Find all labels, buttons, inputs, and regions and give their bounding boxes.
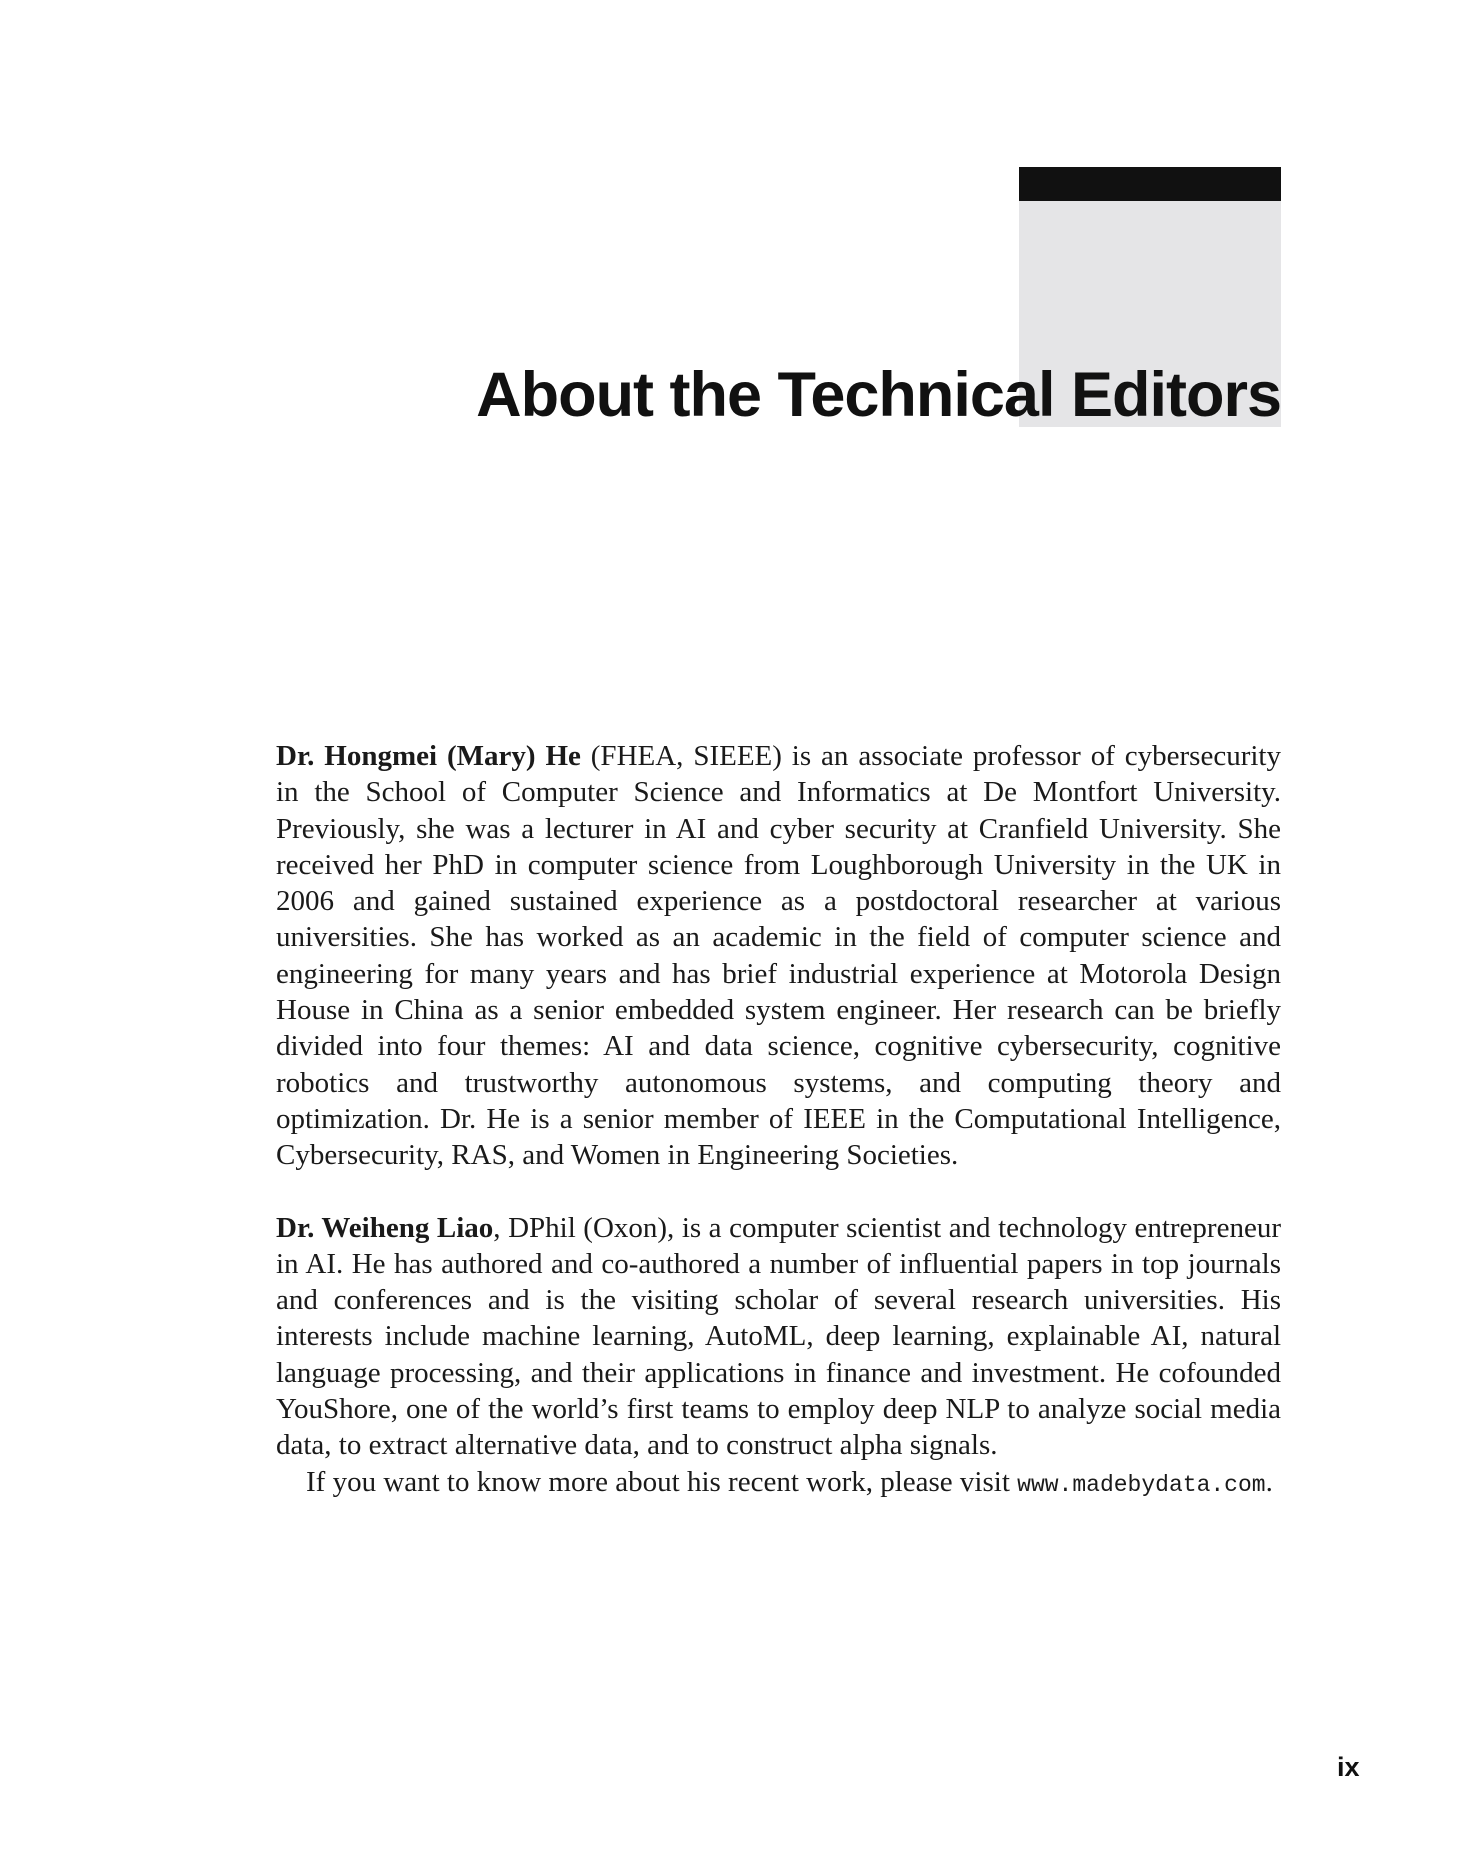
more-info-text: If you want to know more about his recent work, please visit — [306, 1465, 1018, 1498]
website-link[interactable]: www.madebydata.com — [1017, 1471, 1266, 1498]
editor-bios — [276, 738, 1281, 1503]
chapter-tab-bar — [1019, 167, 1281, 201]
editor-name: Dr. Weiheng Liao — [276, 1211, 494, 1244]
editor-bio-liao — [276, 1210, 1281, 1464]
more-info-end: . — [1265, 1465, 1273, 1498]
editor-bio-text: (FHEA, SIEEE) is an associate professor of cybersecurity in the School of Computer Science and Informatics at De Montfort University. Previously, she was a lecturer in AI and cyber security at Cranfield University. She received her PhD in computer science from Loughborough University in the UK in 2006 and gained sustained experience as a postdoctoral researcher at various universities. She has worked as an academic in the field of computer science and engineering for many years and has brief industrial experience at Motorola Design House in China as a senior embedded system engineer. Her research can be briefly divided into four themes: AI and data science, cognitive cybersecurity, cognitive robotics and trustworthy autonomous systems, and computing theory and optimization. Dr. He is a senior member of IEEE in the Computational Intelligence, Cybersecurity, RAS, and Women in Engineering Societies. — [276, 740, 1281, 1172]
editor-more-info — [276, 1464, 1281, 1503]
editor-bio-he — [276, 738, 1281, 1174]
chapter-title: About the Technical Editors — [476, 360, 1281, 430]
editor-name: Dr. Hongmei (Mary) He — [276, 740, 581, 772]
editor-bio-text: , DPhil (Oxon), is a computer scientist and technology entrepreneur in AI. He has authored and co-authored a number of influential papers in top journals and conferences and is the visiting scholar of several research universities. His interests include machine learning, AutoML, deep learning, explainable AI, natural language processing, and their applications in finance and investment. He cofounded YouShore, one of the world’s first teams to employ deep NLP to analyze social media data, to extract alternative data, and to construct alpha signals. — [276, 1211, 1281, 1462]
page-number: ix — [1337, 1752, 1360, 1782]
